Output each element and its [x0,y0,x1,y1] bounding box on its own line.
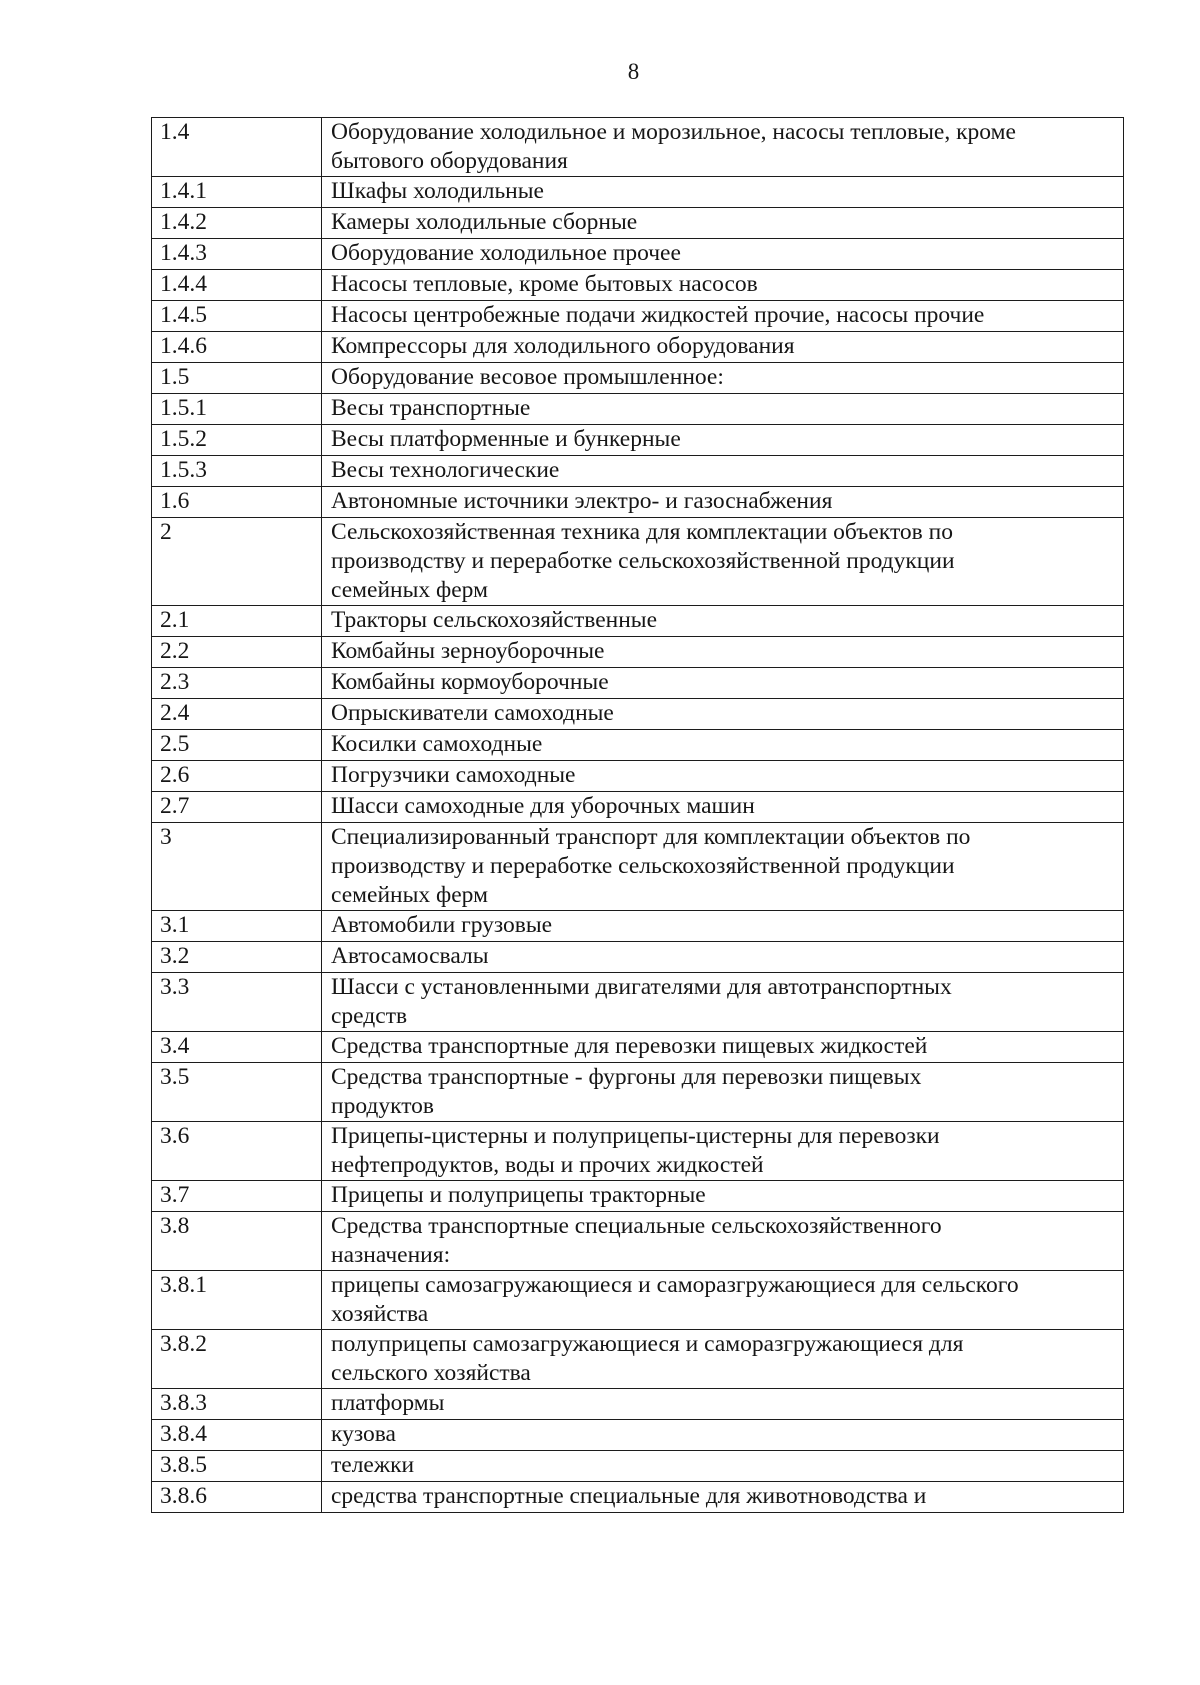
row-code-cell: 1.4.6 [152,332,322,363]
row-name-cell: Прицепы и полуприцепы тракторные [322,1181,1124,1212]
row-name-cell: Шасси с установленными двигателями для автотранспортных средств [322,973,1124,1032]
table-row [152,239,1124,270]
table-row [152,637,1124,668]
row-code-cell: 1.5.3 [152,456,322,487]
row-name-cell: Оборудование весовое промышленное: [322,363,1124,394]
equipment-table [151,117,1124,1513]
row-code-cell: 3.8.1 [152,1271,322,1330]
row-name-cell: Весы платформенные и бункерные [322,425,1124,456]
row-name-cell: Шасси самоходные для уборочных машин [322,792,1124,823]
row-name-cell: Компрессоры для холодильного оборудования [322,332,1124,363]
row-code-cell: 2 [152,518,322,606]
table-row [152,911,1124,942]
table-row [152,730,1124,761]
table-row [152,270,1124,301]
row-name-cell: средства транспортные специальные для животноводства и [322,1482,1124,1513]
row-name-cell: Средства транспортные специальные сельскохозяйственного назначения: [322,1212,1124,1271]
row-code-cell: 2.6 [152,761,322,792]
row-name-cell: Весы технологические [322,456,1124,487]
row-code-cell: 1.4.3 [152,239,322,270]
row-code-cell: 1.6 [152,487,322,518]
row-name-cell: полуприцепы самозагружающиеся и саморазгружающиеся для сельского хозяйства [322,1330,1124,1389]
table-row [152,177,1124,208]
table-row [152,301,1124,332]
row-name-cell: Косилки самоходные [322,730,1124,761]
table-row [152,1212,1124,1271]
table-row [152,761,1124,792]
row-code-cell: 1.5.2 [152,425,322,456]
row-code-cell: 2.5 [152,730,322,761]
row-name-cell: Весы транспортные [322,394,1124,425]
row-name-cell: тележки [322,1451,1124,1482]
table-row [152,1181,1124,1212]
row-name-cell: платформы [322,1389,1124,1420]
row-name-cell: Комбайны кормоуборочные [322,668,1124,699]
row-name-cell: Комбайны зерноуборочные [322,637,1124,668]
table-row [152,823,1124,911]
row-code-cell: 3.8.2 [152,1330,322,1389]
row-name-cell: Оборудование холодильное прочее [322,239,1124,270]
table-row [152,363,1124,394]
row-code-cell: 3.3 [152,973,322,1032]
page-number: 8 [627,59,640,84]
row-code-cell: 3 [152,823,322,911]
table-row [152,118,1124,177]
table-row [152,518,1124,606]
row-code-cell: 3.7 [152,1181,322,1212]
row-name-cell: Средства транспортные - фургоны для перевозки пищевых продуктов [322,1063,1124,1122]
table-row [152,792,1124,823]
table-row [152,1482,1124,1513]
row-code-cell: 1.5.1 [152,394,322,425]
table-row [152,942,1124,973]
row-name-cell: Насосы центробежные подачи жидкостей прочие, насосы прочие [322,301,1124,332]
row-code-cell: 1.5 [152,363,322,394]
table-row [152,456,1124,487]
table-row [152,1271,1124,1330]
table-row [152,973,1124,1032]
row-code-cell: 3.5 [152,1063,322,1122]
table-row [152,487,1124,518]
row-code-cell: 1.4.2 [152,208,322,239]
row-code-cell: 3.1 [152,911,322,942]
row-name-cell: Шкафы холодильные [322,177,1124,208]
row-name-cell: кузова [322,1420,1124,1451]
row-code-cell: 2.4 [152,699,322,730]
table-row [152,1122,1124,1181]
row-name-cell: Оборудование холодильное и морозильное, насосы тепловые, кроме бытового оборудования [322,118,1124,177]
row-code-cell: 2.1 [152,606,322,637]
table-row [152,668,1124,699]
row-name-cell: Камеры холодильные сборные [322,208,1124,239]
row-code-cell: 1.4.4 [152,270,322,301]
table-row [152,425,1124,456]
table-row [152,1420,1124,1451]
row-name-cell: Погрузчики самоходные [322,761,1124,792]
row-name-cell: Прицепы-цистерны и полуприцепы-цистерны для перевозки нефтепродуктов, воды и прочих жидкостей [322,1122,1124,1181]
row-code-cell: 3.8.6 [152,1482,322,1513]
table-row [152,1032,1124,1063]
row-name-cell: Тракторы сельскохозяйственные [322,606,1124,637]
row-code-cell: 3.4 [152,1032,322,1063]
row-name-cell: Автономные источники электро- и газоснабжения [322,487,1124,518]
row-name-cell: Средства транспортные для перевозки пищевых жидкостей [322,1032,1124,1063]
table-row [152,699,1124,730]
row-code-cell: 1.4 [152,118,322,177]
row-code-cell: 1.4.1 [152,177,322,208]
row-code-cell: 3.8 [152,1212,322,1271]
row-code-cell: 2.2 [152,637,322,668]
table-row [152,332,1124,363]
row-name-cell: Опрыскиватели самоходные [322,699,1124,730]
table-row [152,1063,1124,1122]
table-body [152,118,1124,1513]
row-name-cell: Сельскохозяйственная техника для комплектации объектов по производству и переработке сельскохозяйственной продукции семейных ферм [322,518,1124,606]
row-name-cell: Автомобили грузовые [322,911,1124,942]
row-name-cell: Специализированный транспорт для комплектации объектов по производству и переработке сельскохозяйственной продукции семейных ферм [322,823,1124,911]
row-name-cell: Автосамосвалы [322,942,1124,973]
row-name-cell: Насосы тепловые, кроме бытовых насосов [322,270,1124,301]
table-row [152,1389,1124,1420]
row-code-cell: 3.8.5 [152,1451,322,1482]
table-row [152,1451,1124,1482]
row-code-cell: 3.8.3 [152,1389,322,1420]
row-code-cell: 2.3 [152,668,322,699]
row-code-cell: 3.8.4 [152,1420,322,1451]
row-code-cell: 2.7 [152,792,322,823]
row-code-cell: 3.2 [152,942,322,973]
table-row [152,394,1124,425]
row-code-cell: 1.4.5 [152,301,322,332]
table-row [152,606,1124,637]
table-row [152,1330,1124,1389]
row-name-cell: прицепы самозагружающиеся и саморазгружающиеся для сельского хозяйства [322,1271,1124,1330]
row-code-cell: 3.6 [152,1122,322,1181]
table-row [152,208,1124,239]
